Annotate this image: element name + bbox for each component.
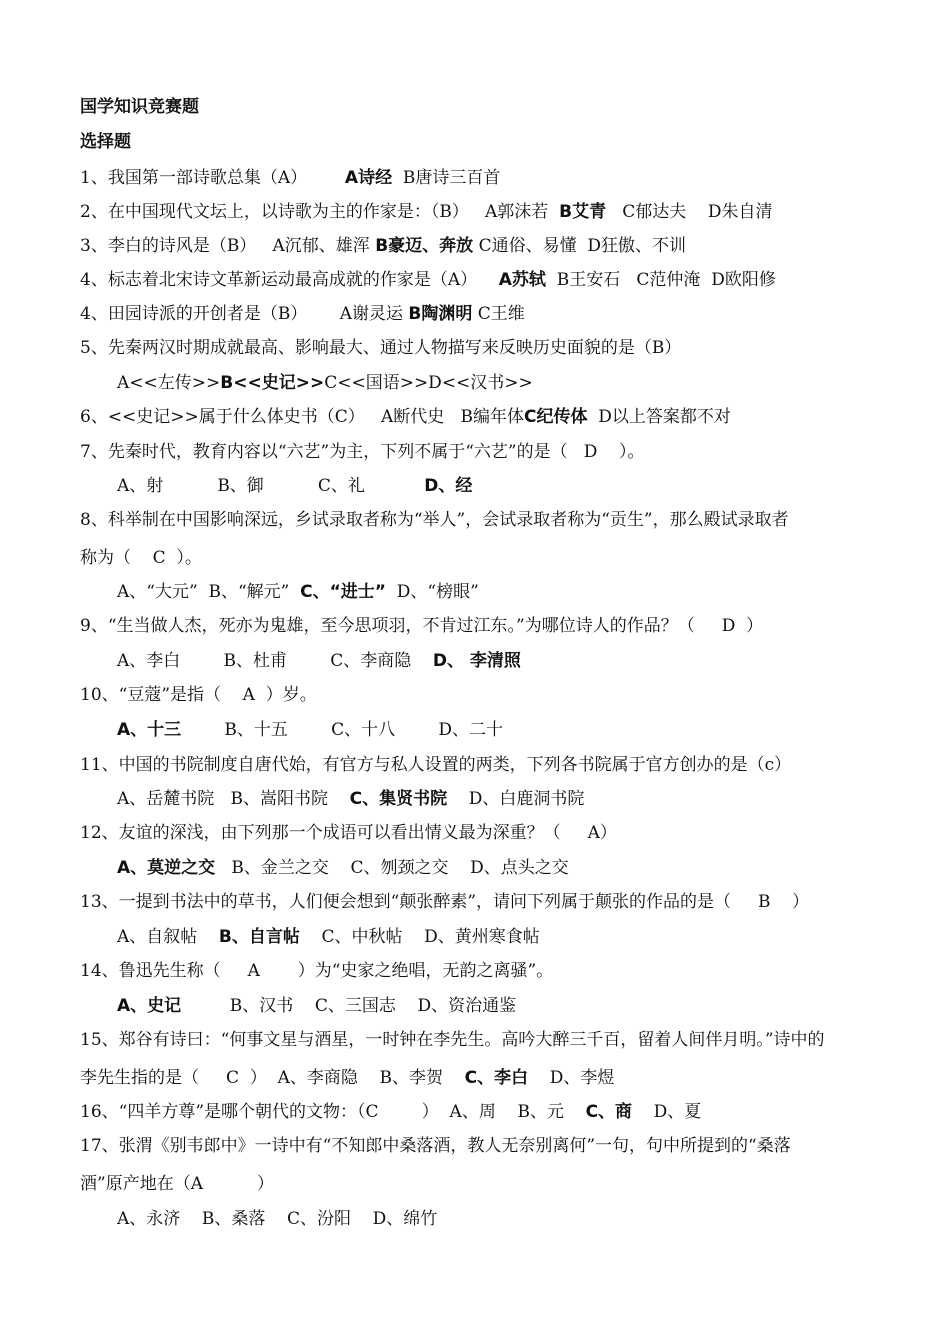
line-text: D、李煜 xyxy=(528,1068,615,1088)
line-text: 15、郑谷有诗曰：“何事文星与酒星，一时钟在李先生。高吟大醉三千百，留着人间伴月明。”诗中的 xyxy=(80,1030,825,1050)
line-text: A、永济 B、桑落 C、汾阳 D、绵竹 xyxy=(117,1209,438,1229)
answer-highlight: B艾青 xyxy=(559,202,607,222)
question-line xyxy=(117,718,910,742)
question-line xyxy=(80,821,910,845)
section-heading: 选择题 xyxy=(80,132,131,152)
question-line xyxy=(80,546,910,570)
line-text: 7、先秦时代，教育内容以“六艺”为主，下列不属于“六艺”的是（ D ）。 xyxy=(80,442,645,462)
question-line xyxy=(80,302,910,326)
question-line xyxy=(80,508,910,532)
answer-highlight: A、史记 xyxy=(117,996,182,1016)
answer-highlight: C、“进士” xyxy=(300,582,386,602)
question-line xyxy=(80,405,910,429)
question-line xyxy=(117,925,910,949)
answer-highlight: D、 李清照 xyxy=(432,651,521,671)
line-text: 5、先秦两汉时期成就最高、影响最大、通过人物描写来反映历史面貌的是（B） xyxy=(80,338,682,358)
question-line xyxy=(80,1172,910,1196)
question-line xyxy=(117,474,910,498)
line-text: B、金兰之交 C、刎颈之交 D、点头之交 xyxy=(215,858,569,878)
line-text: 17、张渭《别韦郎中》一诗中有“不知郎中桑落酒，教人无奈别离何”一句，句中所提到的“桑落 xyxy=(80,1136,791,1156)
line-text: 8、科举制在中国影响深远，乡试录取者称为“举人”，会试录取者称为“贡生”，那么殿试录取者 xyxy=(80,510,789,530)
line-text: C、中秋帖 D、黄州寒食帖 xyxy=(299,927,540,947)
line-text: A、自叙帖 xyxy=(117,927,219,947)
question-line xyxy=(80,614,910,638)
document-title: 国学知识竞赛题 xyxy=(80,97,199,117)
line-text: B王安石 C范仲淹 D欧阳修 xyxy=(545,270,776,290)
question-line xyxy=(80,336,910,360)
line-text: 10、“豆蔻”是指（ A ）岁。 xyxy=(80,685,317,705)
line-text: D以上答案都不对 xyxy=(587,407,731,427)
answer-highlight: B、自言帖 xyxy=(218,927,300,947)
question-line xyxy=(80,683,910,707)
question-line xyxy=(80,166,910,190)
answer-highlight: C、商 xyxy=(585,1102,633,1122)
answer-highlight: C、集贤书院 xyxy=(349,789,448,809)
question-line xyxy=(80,234,910,258)
line-text: 13、一提到书法中的草书，人们便会想到“颠张醉素”，请问下列属于颠张的作品的是（ B ） xyxy=(80,892,810,912)
answer-highlight: B<<史记>> xyxy=(220,373,325,393)
question-line xyxy=(80,1066,910,1090)
question-line xyxy=(80,268,910,292)
line-text: 12、友谊的深浅，由下列那一个成语可以看出情义最为深重？（ A） xyxy=(80,823,617,843)
line-text: 1、我国第一部诗歌总集（A） xyxy=(80,168,345,188)
question-line xyxy=(80,1134,910,1158)
line-text: A、岳麓书院 B、嵩阳书院 xyxy=(117,789,350,809)
question-line xyxy=(80,1100,910,1124)
answer-highlight: A诗经 xyxy=(344,168,393,188)
question-line xyxy=(117,994,910,1018)
line-text: A、射 B、御 C、礼 xyxy=(117,476,425,496)
line-text: 酒”原产地在（A ） xyxy=(80,1174,275,1194)
line-text: D、白鹿洞书院 xyxy=(447,789,585,809)
line-text: 14、鲁迅先生称（ A ）为“史家之绝唱，无韵之离骚”。 xyxy=(80,961,554,981)
answer-highlight: B陶渊明 xyxy=(408,304,473,324)
answer-highlight: A、十三 xyxy=(117,720,182,740)
line-text: B、十五 C、十八 D、二十 xyxy=(181,720,503,740)
line-text: C通俗、易懂 D狂傲、不训 xyxy=(473,236,687,256)
question-line xyxy=(117,580,910,604)
line-text: D、夏 xyxy=(632,1102,702,1122)
question-line xyxy=(80,959,910,983)
line-text: 称为（ C ）。 xyxy=(80,548,202,568)
question-line xyxy=(117,856,910,880)
question-line xyxy=(80,753,910,777)
answer-highlight: C纪传体 xyxy=(524,407,588,427)
question-line xyxy=(80,440,910,464)
question-line xyxy=(117,649,910,673)
line-text: 2、在中国现代文坛上，以诗歌为主的作家是：（B） A郭沫若 xyxy=(80,202,560,222)
line-text: A、李白 B、杜甫 C、李商隐 xyxy=(117,651,433,671)
line-text: 6、<<史记>>属于什么体史书（C） A断代史 B编年体 xyxy=(80,407,524,427)
line-text: 16、“四羊方尊”是哪个朝代的文物：（C ） A、周 B、元 xyxy=(80,1102,586,1122)
question-line xyxy=(80,1028,910,1052)
answer-highlight: D、经 xyxy=(424,476,473,496)
line-text: 3、李白的诗风是（B） A沉郁、雄浑 xyxy=(80,236,376,256)
line-text: B、汉书 C、三国志 D、资治通鉴 xyxy=(181,996,517,1016)
question-line xyxy=(117,371,910,395)
answer-highlight: B豪迈、奔放 xyxy=(375,236,474,256)
line-text: C<<国语>>D<<汉书>> xyxy=(324,373,533,393)
line-text: 11、中国的书院制度自唐代始，有官方与私人设置的两类，下列各书院属于官方创办的是（c） xyxy=(80,755,792,775)
question-line xyxy=(80,200,910,224)
line-text: 4、标志着北宋诗文革新运动最高成就的作家是（A） xyxy=(80,270,499,290)
question-line xyxy=(117,787,910,811)
answer-highlight: A苏轼 xyxy=(498,270,546,290)
question-line xyxy=(80,890,910,914)
answer-highlight: A、莫逆之交 xyxy=(117,858,216,878)
line-text: D、“榜眼” xyxy=(385,582,479,602)
line-text: 4、田园诗派的开创者是（B） A谢灵运 xyxy=(80,304,409,324)
line-text: 李先生指的是（ C ） A、李商隐 B、李贺 xyxy=(80,1068,465,1088)
line-text: A<<左传>> xyxy=(117,373,221,393)
line-text: A、“大元” B、“解元” xyxy=(117,582,301,602)
line-text: B唐诗三百首 xyxy=(392,168,501,188)
line-text: 9、“生当做人杰，死亦为鬼雄，至今思项羽，不肯过江东。”为哪位诗人的作品？（ D ） xyxy=(80,616,764,636)
line-text: C郁达夫 D朱自清 xyxy=(606,202,773,222)
line-text: C王维 xyxy=(472,304,525,324)
answer-highlight: C、李白 xyxy=(464,1068,529,1088)
question-line xyxy=(117,1207,910,1231)
